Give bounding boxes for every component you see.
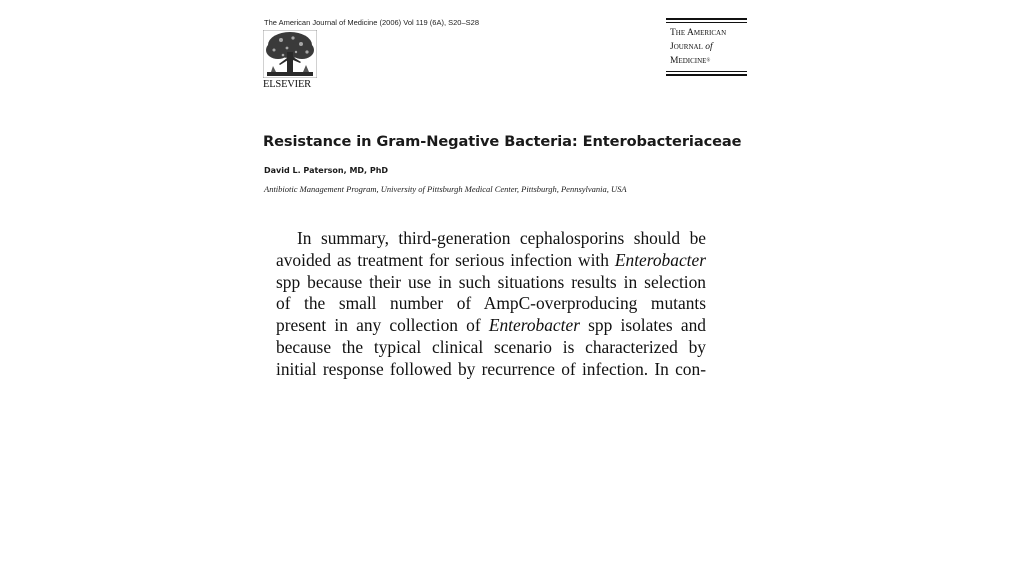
article-affiliation: Antibiotic Management Program, University of Pittsburgh Medical Center, Pittsburgh, Pennsylvania, USA: [264, 184, 627, 194]
elsevier-tree-icon: [263, 30, 317, 78]
excerpt-text: present in any collection of: [276, 315, 481, 336]
excerpt-text: spp isolates and: [588, 315, 706, 336]
excerpt-line: of the small number of AmpC-overproducing mutants: [276, 293, 706, 314]
publisher-logo: [263, 30, 317, 92]
journal-logo-line-2: [670, 42, 713, 52]
journal-logo-rule: [666, 18, 747, 20]
excerpt-line: [276, 315, 706, 337]
excerpt-line: initial response followed by recurrence of infection. In con-: [276, 358, 706, 379]
registered-mark: ®: [706, 58, 711, 64]
excerpt-line: spp because their use in such situations results in selection: [276, 271, 706, 292]
article-excerpt: [276, 228, 706, 381]
journal-logo-medicine: Medicine: [670, 56, 707, 66]
journal-logo-word: Journal: [670, 42, 703, 52]
excerpt-line: In summary, third-generation cephalosporins should be: [297, 228, 706, 248]
journal-logo-of: of: [705, 42, 713, 52]
journal-citation: The American Journal of Medicine (2006) Vol 119 (6A), S20–S28: [264, 18, 479, 27]
journal-logo-rule: [666, 74, 747, 76]
journal-logo-line-3: [670, 56, 710, 66]
journal-logo: [666, 18, 747, 78]
journal-logo-rule: [666, 71, 747, 72]
article-title: Resistance in Gram-Negative Bacteria: Enterobacteriaceae: [263, 133, 742, 150]
excerpt-line: because the typical clinical scenario is characterized by: [276, 336, 706, 357]
journal-logo-line-1: The American: [670, 28, 727, 38]
excerpt-text: avoided as treatment for serious infection with: [276, 249, 609, 270]
excerpt-italic-term: Enterobacter: [488, 315, 580, 336]
journal-logo-rule: [666, 22, 747, 23]
article-author: David L. Paterson, MD, PhD: [264, 166, 389, 175]
publisher-name: ELSEVIER: [263, 79, 311, 90]
excerpt-line: [276, 250, 706, 272]
excerpt-italic-term: Enterobacter: [614, 249, 706, 270]
